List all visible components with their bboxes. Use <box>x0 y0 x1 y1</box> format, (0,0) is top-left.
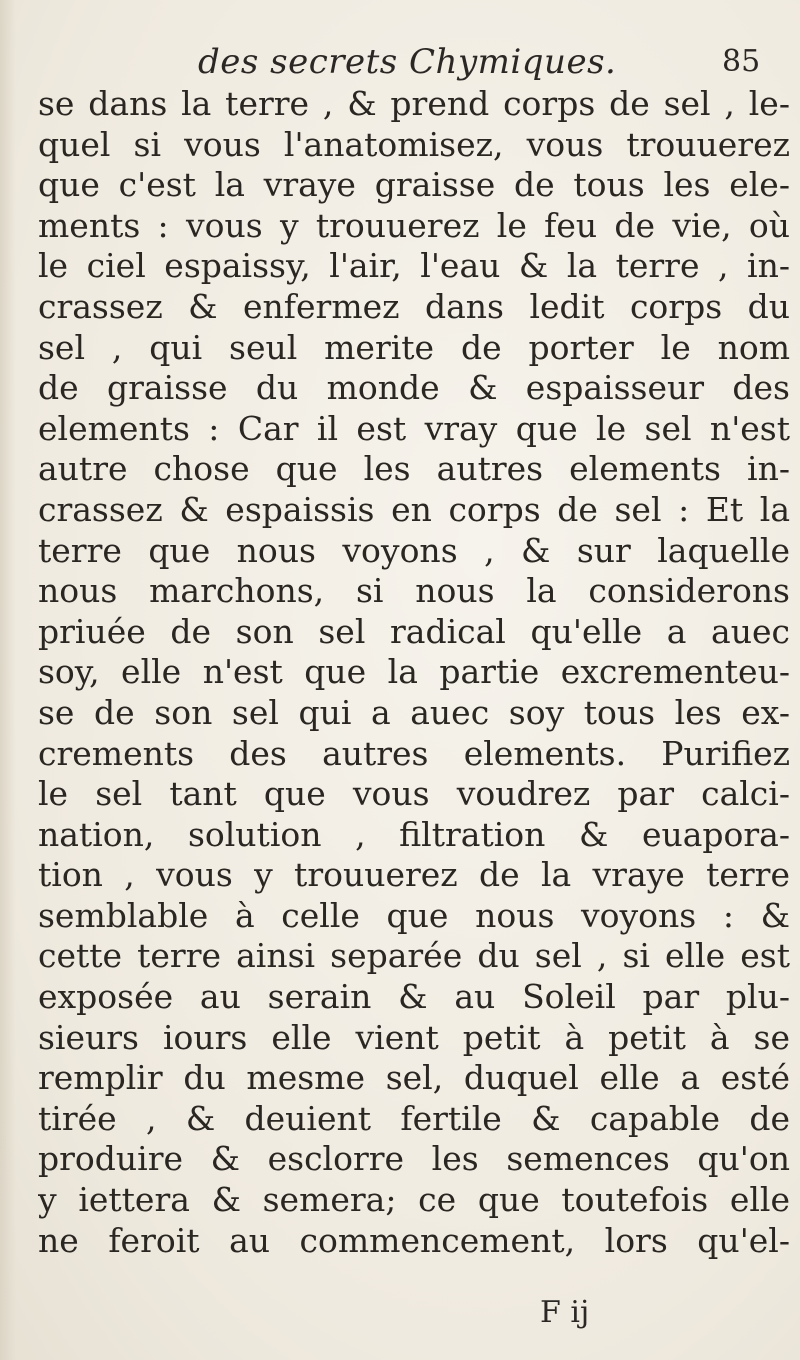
text-line: crassez & espaissis en corps de sel : Et la <box>38 489 790 529</box>
text-line: remplir du mesme sel, duquel elle a esté <box>38 1058 790 1098</box>
text-line: se de son sel qui a auec soy tous les ex- <box>38 692 790 732</box>
text-line: se dans la terre , & prend corps de sel , le- <box>38 84 790 123</box>
signature-mark: F ij <box>540 1295 590 1330</box>
page-edge-shadow <box>0 0 16 1360</box>
text-line: ments : vous y trouuerez le feu de vie, où <box>38 205 790 245</box>
text-line: nation, solution , filtration & euapora- <box>38 814 790 854</box>
page-number: 85 <box>722 44 761 79</box>
text-line: que c'est la vraye graisse de tous les ele- <box>38 165 790 205</box>
text-line: exposée au serain & au Soleil par plu- <box>38 977 790 1017</box>
text-line: ne feroit au commencement, lors qu'el- <box>38 1220 790 1260</box>
text-line: priuée de son sel radical qu'elle a auec <box>38 611 790 651</box>
text-line: de graisse du monde & espaisseur des <box>38 368 790 408</box>
text-line: sieurs iours elle vient petit à petit à se <box>38 1017 790 1057</box>
text-line: le sel tant que vous voudrez par calci- <box>38 774 790 814</box>
text-line: semblable à celle que nous voyons : & <box>38 895 790 935</box>
text-line: crements des autres elements. Purifiez <box>38 733 790 773</box>
text-line: y iettera & semera; ce que toutefois elle <box>38 1180 790 1220</box>
text-line: soy, elle n'est que la partie excrementeu- <box>38 652 790 692</box>
text-line: quel si vous l'anatomisez, vous trouuerez <box>38 124 790 164</box>
text-line: terre que nous voyons , & sur laquelle <box>38 530 790 570</box>
text-line: cette terre ainsi separée du sel , si elle est <box>38 936 790 976</box>
body-text <box>38 84 790 1261</box>
text-line: tion , vous y trouuerez de la vraye terre <box>38 855 790 895</box>
text-line: sel , qui seul merite de porter le nom <box>38 327 790 367</box>
text-line: nous marchons, si nous la considerons <box>38 571 790 611</box>
running-title: des secrets Chymiques. <box>198 42 617 82</box>
text-line: autre chose que les autres elements in- <box>38 449 790 489</box>
text-line: le ciel espaissy, l'air, l'eau & la terre , in- <box>38 246 790 286</box>
text-line: crassez & enfermez dans ledit corps du <box>38 286 790 326</box>
text-line: tirée , & deuient fertile & capable de <box>38 1098 790 1138</box>
text-line: elements : Car il est vray que le sel n'est <box>38 408 790 448</box>
text-line: produire & esclorre les semences qu'on <box>38 1139 790 1179</box>
